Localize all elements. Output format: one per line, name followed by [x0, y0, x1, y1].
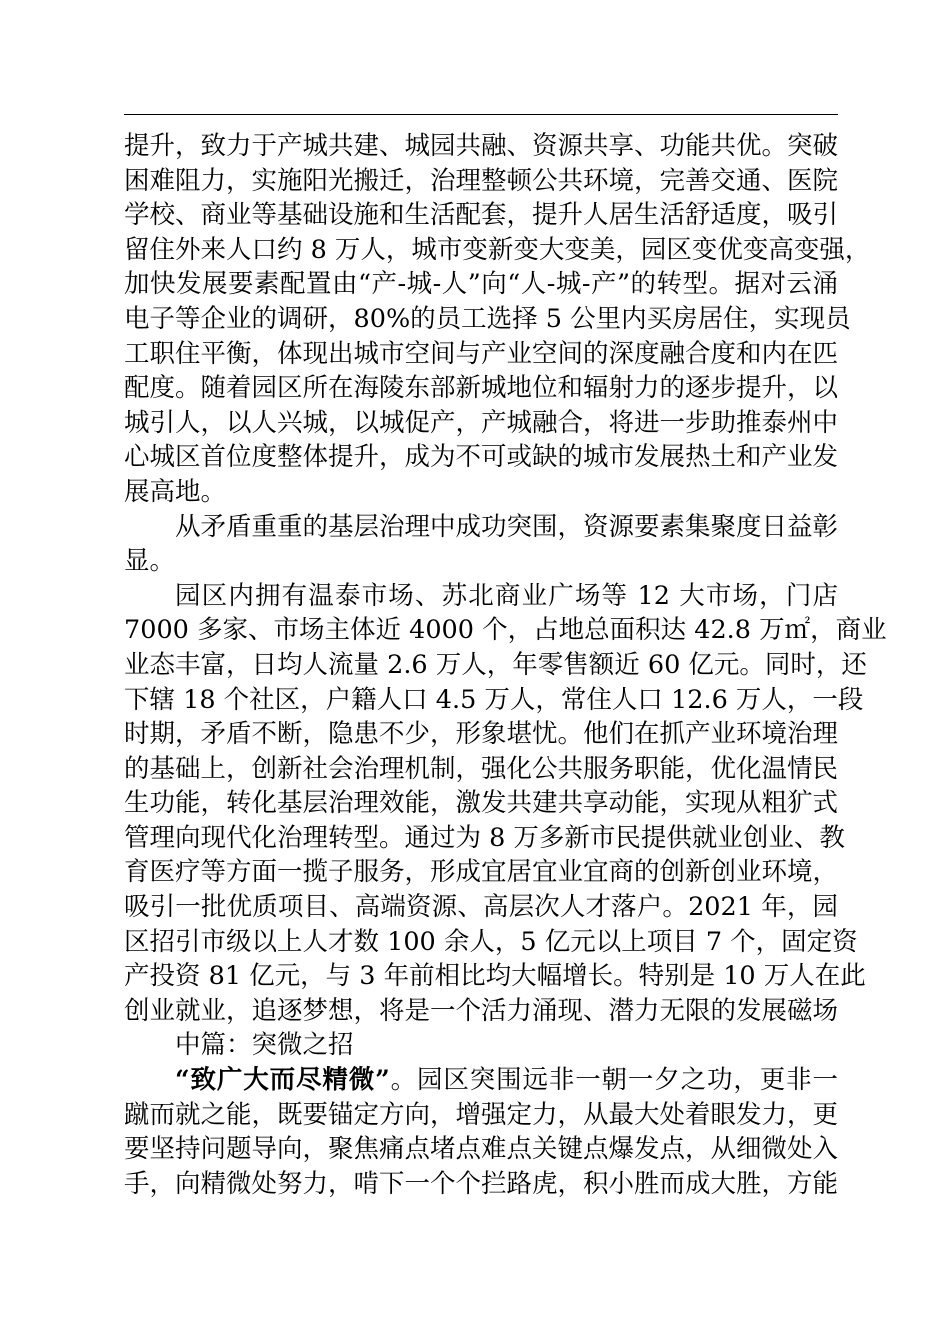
text-line: 城引人，以人兴城，以城促产，产城融合，将进一步助推泰州中 [124, 407, 839, 438]
text-line: 下辖 18 个社区，户籍人口 4.5 万人，常住人口 12.6 万人，一段 [124, 684, 864, 715]
text-line: 从矛盾重重的基层治理中成功突围，资源要素集聚度日益彰 [175, 511, 839, 542]
text-line: 产投资 81 亿元，与 3 年前相比均大幅增长。特别是 10 万人在此 [124, 961, 866, 992]
quote-phrase: “致广大而尽精微” [175, 1065, 390, 1096]
text-line: 的基础上，创新社会治理机制，强化公共服务职能，优化温情民 [124, 753, 839, 784]
text-line: 心城区首位度整体提升，成为不可或缺的城市发展热土和产业发 [124, 442, 839, 473]
body-text [124, 129, 887, 1201]
text-line: 工职住平衡，体现出城市空间与产业空间的深度融合度和内在匹 [124, 338, 839, 369]
text-line: 育医疗等方面一揽子服务，形成宜居宜业宜商的创新创业环境， [124, 857, 839, 888]
text-line: 时期，矛盾不断，隐患不少，形象堪忧。他们在抓产业环境治理 [124, 719, 839, 750]
text-fragment: 。园区突围远非一朝一夕之功，更非一 [389, 1065, 838, 1096]
paragraph-governance-lead [124, 510, 838, 579]
text-line: 加快发展要素配置由“产-城-人”向“人-城-产”的转型。据对云涌 [124, 269, 838, 300]
text-line: 区招引市级以上人才数 100 余人，5 亿元以上项目 7 个，固定资 [124, 926, 858, 957]
paragraph-markets [124, 579, 887, 1029]
text-line: 电子等企业的调研，80%的员工选择 5 公里内买房居住，实现员 [124, 303, 851, 334]
paragraph-closing [124, 1063, 838, 1201]
text-line: 要坚持问题导向，聚焦痛点堵点难点关键点爆发点，从细微处入 [124, 1134, 839, 1165]
text-line: 配度。随着园区所在海陵东部新城地位和辐射力的逐步提升，以 [124, 373, 839, 404]
text-line: 园区内拥有温泰市场、苏北商业广场等 12 大市场，门店 [175, 580, 838, 611]
text-line: 吸引一批优质项目、高端资源、高层次人才落户。2021 年，园 [124, 892, 838, 923]
text-line: 创业就业，追逐梦想，将是一个活力涌现、潜力无限的发展磁场 [124, 995, 839, 1026]
text-line: 显。 [124, 546, 176, 577]
text-line: 7000 多家、市场主体近 4000 个，占地总面积达 42.8 万㎡，商业 [124, 615, 887, 646]
text-line: 管理向现代化治理转型。通过为 8 万多新市民提供就业创业、教 [124, 822, 845, 853]
text-line: 提升，致力于产城共建、城园共融、资源共享、功能共优。突破 [124, 131, 839, 161]
text-line: 展高地。 [124, 476, 227, 507]
text-line: 学校、商业等基础设施和生活配套，提升人居生活舒适度，吸引 [124, 200, 839, 231]
text-line: 生功能，转化基层治理效能，激发共建共享动能，实现从粗犷式 [124, 788, 839, 819]
section-heading: 中篇：突微之招 [175, 1030, 354, 1061]
text-line: 蹴而就之能，既要锚定方向，增强定力，从最大处着眼发力，更 [124, 1099, 839, 1130]
text-line [124, 1063, 838, 1098]
text-line: 困难阻力，实施阳光搬迁，治理整顿公共环境，完善交通、医院 [124, 165, 839, 196]
text-line: 手，向精微处努力，啃下一个个拦路虎，积小胜而成大胜，方能 [124, 1168, 839, 1199]
paragraph-industry-city [124, 129, 871, 510]
header-rule [124, 114, 838, 115]
text-line: 留住外来人口约 8 万人，城市变新变大变美，园区变优变高变强， [124, 234, 871, 265]
text-line: 业态丰富，日均人流量 2.6 万人，年零售额近 60 亿元。同时，还 [124, 649, 867, 680]
